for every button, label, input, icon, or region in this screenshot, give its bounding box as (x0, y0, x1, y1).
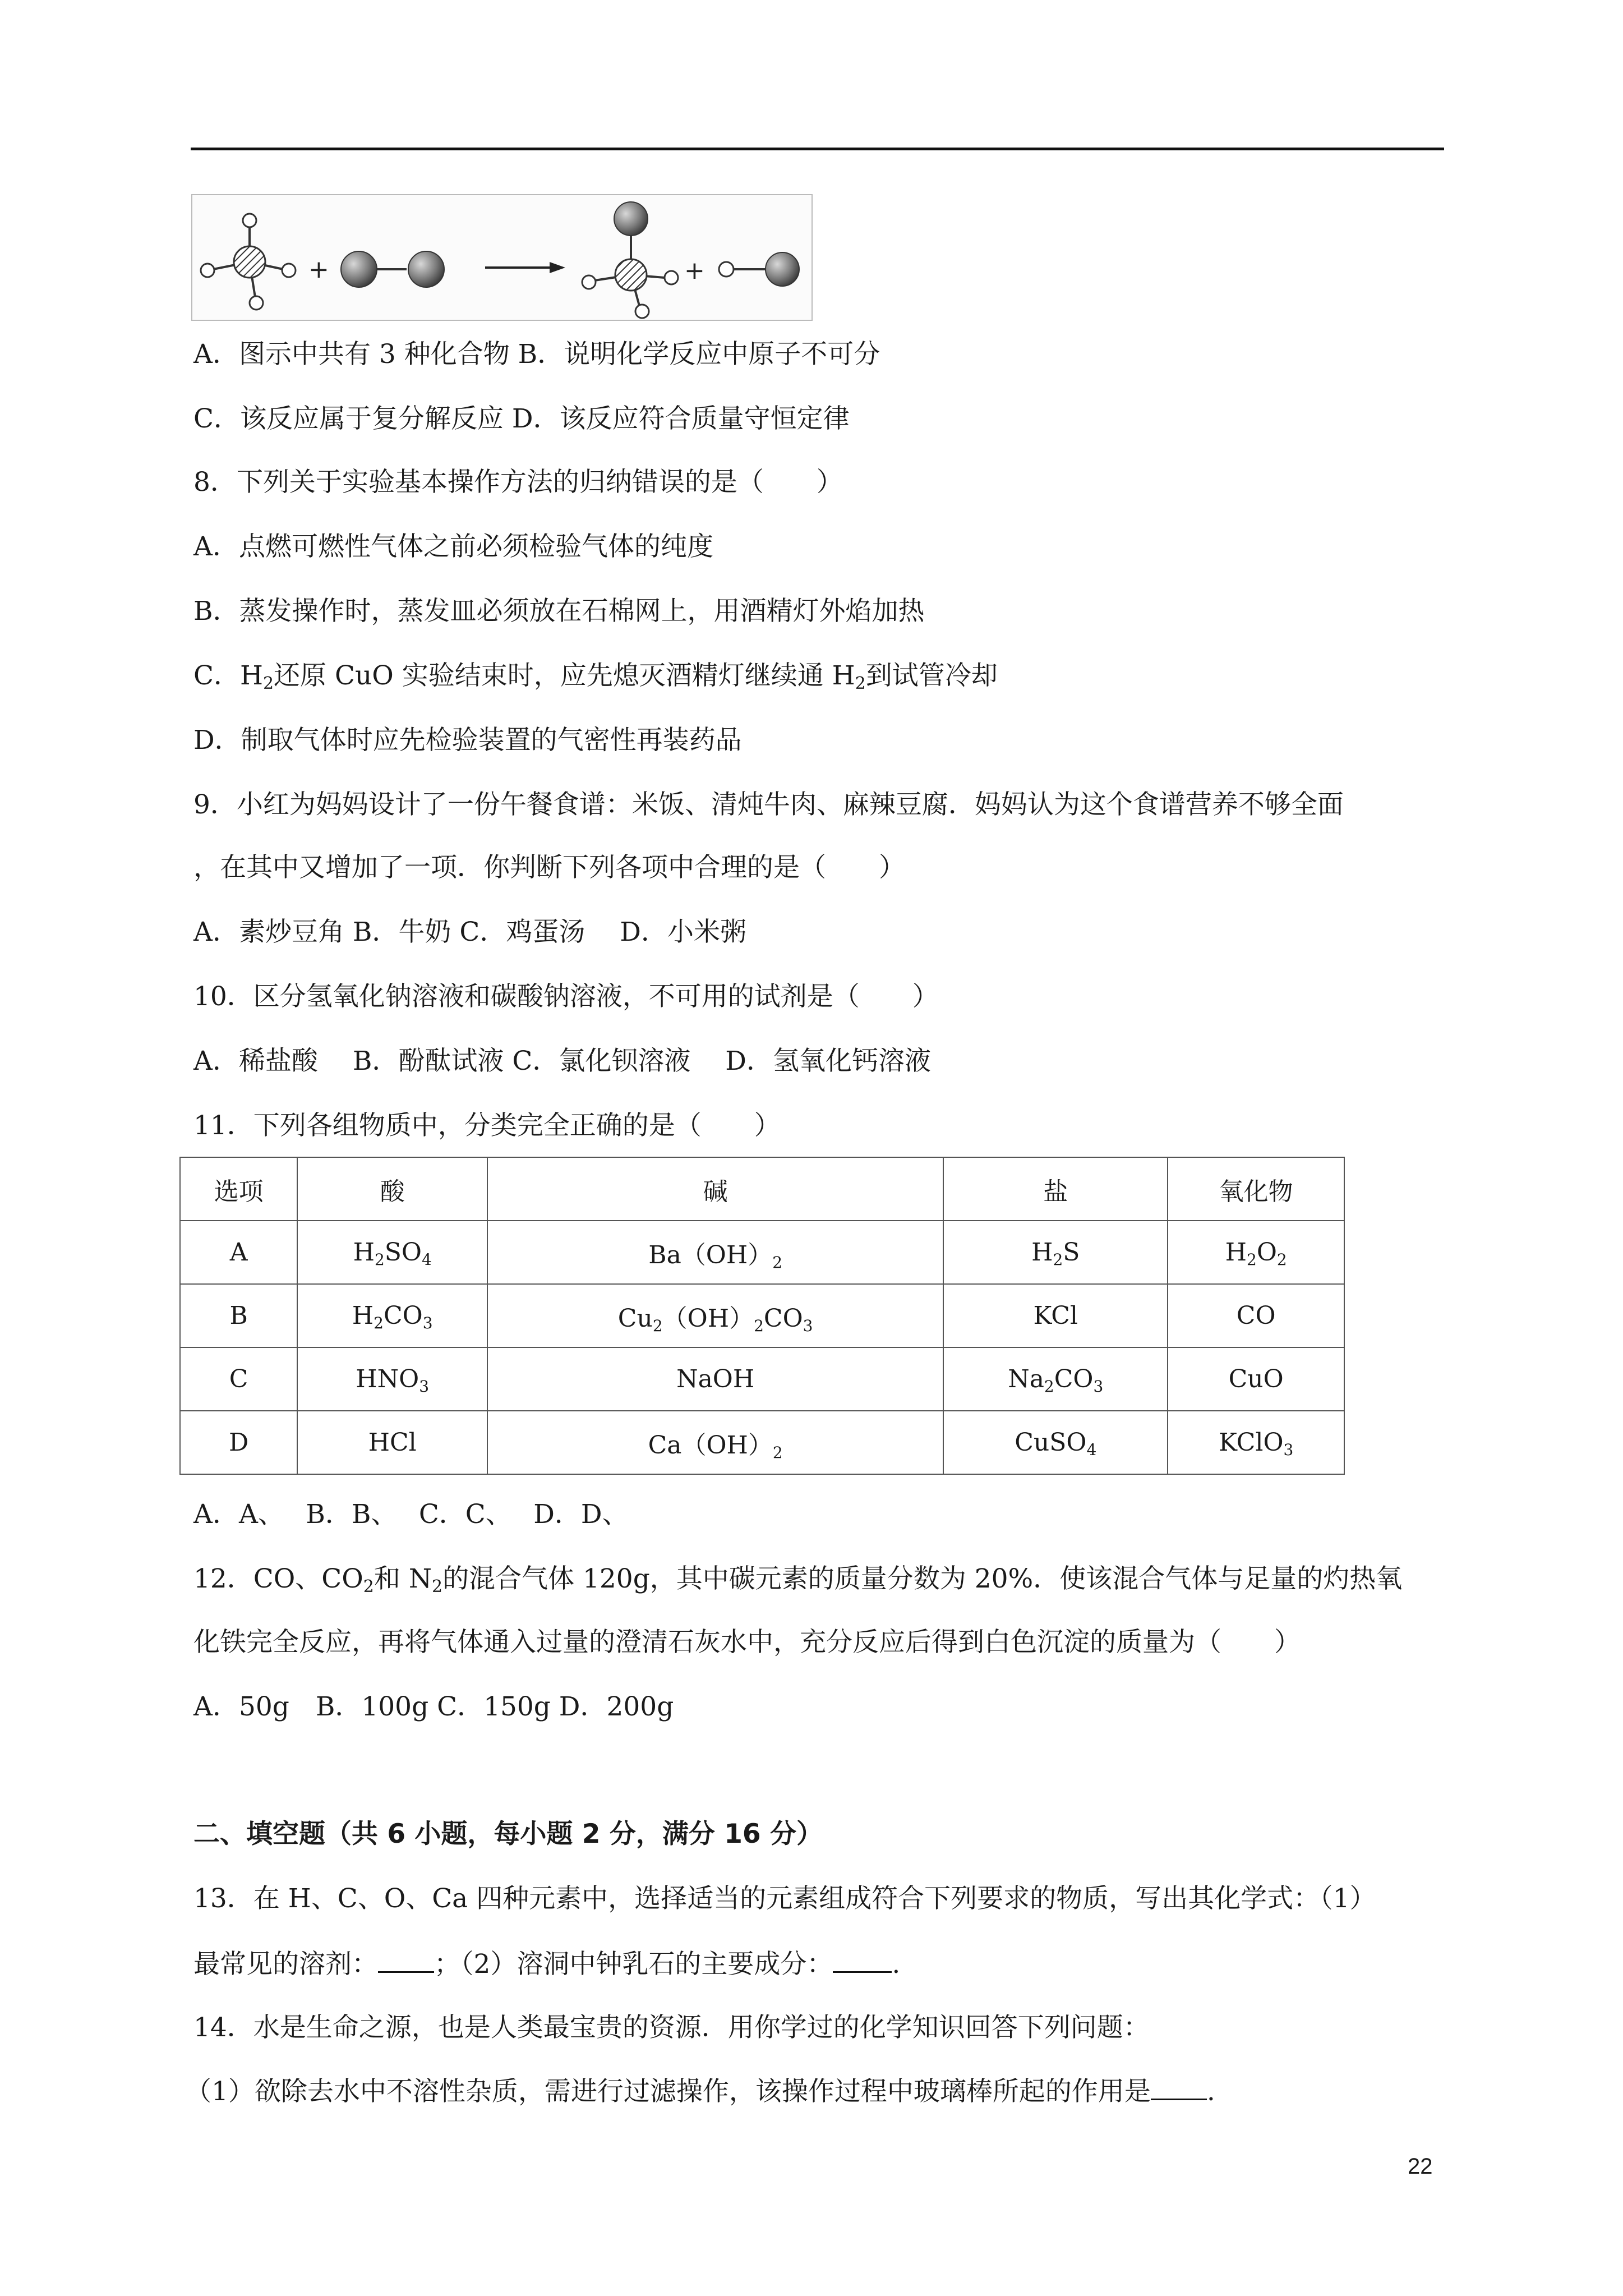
answer-blank-3[interactable] (1151, 2074, 1207, 2100)
q12-part-a: 12．CO、CO (193, 1563, 363, 1594)
cell-option: D (180, 1411, 297, 1474)
q13-part-b: ；（2）溶洞中钟乳石的主要成分： (434, 1949, 833, 1980)
q8-option-c: C．$H_2$还原 CuO 实验结束时，应先熄灭酒精灯继续通 $H_2$到试管冷却 (193, 660, 998, 693)
header-acid: 酸 (297, 1157, 487, 1221)
q8-stem: 8．下列关于实验基本操作方法的归纳错误的是（ ） (193, 467, 843, 498)
cell-base: $Ba(OH)_2$ (487, 1221, 943, 1284)
cell-salt: $Na_2CO_3$ (943, 1347, 1168, 1411)
cell-oxide: $H_2O_2$ (1168, 1221, 1344, 1284)
cell-base: NaOH (487, 1347, 943, 1411)
q12-stem-1: 12．CO、$CO_2$和 $N_2$的混合气体 120g，其中碳元素的质量分数为 20%．使该混合气体与足量的灼热氧 (193, 1563, 1403, 1596)
header-oxide: 氧化物 (1168, 1157, 1344, 1221)
cell-oxide: CO (1168, 1284, 1344, 1347)
q12-stem-2: 化铁完全反应，再将气体通入过量的澄清石灰水中，充分反应后得到白色沉淀的质量为（ ） (193, 1627, 1301, 1658)
cell-option: A (180, 1221, 297, 1284)
cell-oxide: KClO$_3$ (1168, 1411, 1344, 1474)
q13-stem-2 (193, 1947, 900, 1981)
cell-salt: $H_2S$ (943, 1221, 1168, 1284)
cell-base: $Ca(OH)_2$ (487, 1411, 943, 1474)
q8-c-part2: 还原 CuO 实验结束时，应先熄灭酒精灯继续通 H (274, 660, 855, 691)
q9-stem-2: ，在其中又增加了一项．你判断下列各项中合理的是（ ） (193, 852, 905, 883)
cell-acid: $H_2CO_3$ (297, 1284, 487, 1347)
q12-part-b: 和 N (374, 1563, 432, 1594)
table-row (180, 1347, 1344, 1411)
q14-sub-1 (185, 2074, 1215, 2109)
cell-option: B (180, 1284, 297, 1347)
q11-options: A．A、 B．B、 C．C、 D．D、 (193, 1499, 629, 1530)
q12-part-c: 的混合气体 120g，其中碳元素的质量分数为 20%．使该混合气体与足量的灼热氧 (442, 1563, 1403, 1594)
q7-options-line-2: C．该反应属于复分解反应 D．该反应符合质量守恒定律 (193, 403, 850, 434)
cell-acid: $H_2SO_4$ (297, 1221, 487, 1284)
q7-options-line-1: A．图示中共有 3 种化合物 B．说明化学反应中原子不可分 (193, 339, 880, 370)
q9-stem-1: 9．小红为妈妈设计了一份午餐食谱：米饭、清炖牛肉、麻辣豆腐．妈妈认为这个食谱营养不够全面 (193, 789, 1344, 820)
cell-salt: KCl (943, 1284, 1168, 1347)
header-salt: 盐 (943, 1157, 1168, 1221)
q14-sub-1-end: . (1206, 2076, 1215, 2107)
q10-stem: 10．区分氢氧化钠溶液和碳酸钠溶液，不可用的试剂是（ ） (193, 981, 939, 1012)
q8-c-part1: C．H (193, 660, 263, 691)
q8-option-a: A．点燃可燃性气体之前必须检验气体的纯度 (193, 531, 713, 562)
reaction-diagram (191, 194, 813, 323)
q13-stem-1: 13．在 H、C、O、Ca 四种元素中，选择适当的元素组成符合下列要求的物质，写出其化学式：（1） (193, 1883, 1376, 1914)
figure-frame (192, 195, 812, 320)
q8-c-part3: 到试管冷却 (865, 660, 998, 691)
cell-base: $Cu_2(OH)_2CO_3$ (487, 1284, 943, 1347)
answer-blank-2[interactable] (833, 1947, 892, 1973)
q10-options: A．稀盐酸 B．酚酞试液 C．氯化钡溶液 D．氢氧化钙溶液 (193, 1046, 931, 1076)
q11-classification-table (179, 1157, 1345, 1475)
section-heading: 二、填空题（共 6 小题，每小题 2 分，满分 16 分） (193, 1819, 823, 1849)
q14-stem: 14．水是生命之源，也是人类最宝贵的资源．用你学过的化学知识回答下列问题： (193, 2012, 1150, 2043)
q8-option-b: B．蒸发操作时，蒸发皿必须放在石棉网上，用酒精灯外焰加热 (193, 596, 925, 627)
q13-part-a: 最常见的溶剂： (193, 1949, 378, 1980)
cell-salt: CuSO$_4$ (943, 1411, 1168, 1474)
q9-options: A．素炒豆角 B．牛奶 C．鸡蛋汤 D．小米粥 (193, 917, 746, 947)
table-row (180, 1221, 1344, 1284)
plus-sign-2: + (684, 256, 705, 285)
header-base: 碱 (487, 1157, 943, 1221)
page-number: 22 (1408, 2154, 1433, 2179)
q12-options: A．50g B．100g C．150g D．200g (193, 1691, 674, 1722)
cell-acid: HCl (297, 1411, 487, 1474)
q13-part-c: . (892, 1949, 901, 1980)
plus-sign-1: + (308, 255, 329, 284)
cell-oxide: CuO (1168, 1347, 1344, 1411)
q14-sub-1-text: （1）欲除去水中不溶性杂质，需进行过滤操作，该操作过程中玻璃棒所起的作用是 (185, 2076, 1151, 2107)
q11-stem: 11．下列各组物质中，分类完全正确的是（ ） (193, 1110, 781, 1141)
table-row (180, 1411, 1344, 1474)
cell-acid: $HNO_3$ (297, 1347, 487, 1411)
header-rule (191, 148, 1444, 150)
q8-option-d: D．制取气体时应先检验装置的气密性再装药品 (193, 725, 742, 756)
header-option: 选项 (180, 1157, 297, 1221)
table-row (180, 1284, 1344, 1347)
table-header-row (180, 1157, 1344, 1221)
answer-blank-1[interactable] (378, 1947, 434, 1973)
cell-option: C (180, 1347, 297, 1411)
